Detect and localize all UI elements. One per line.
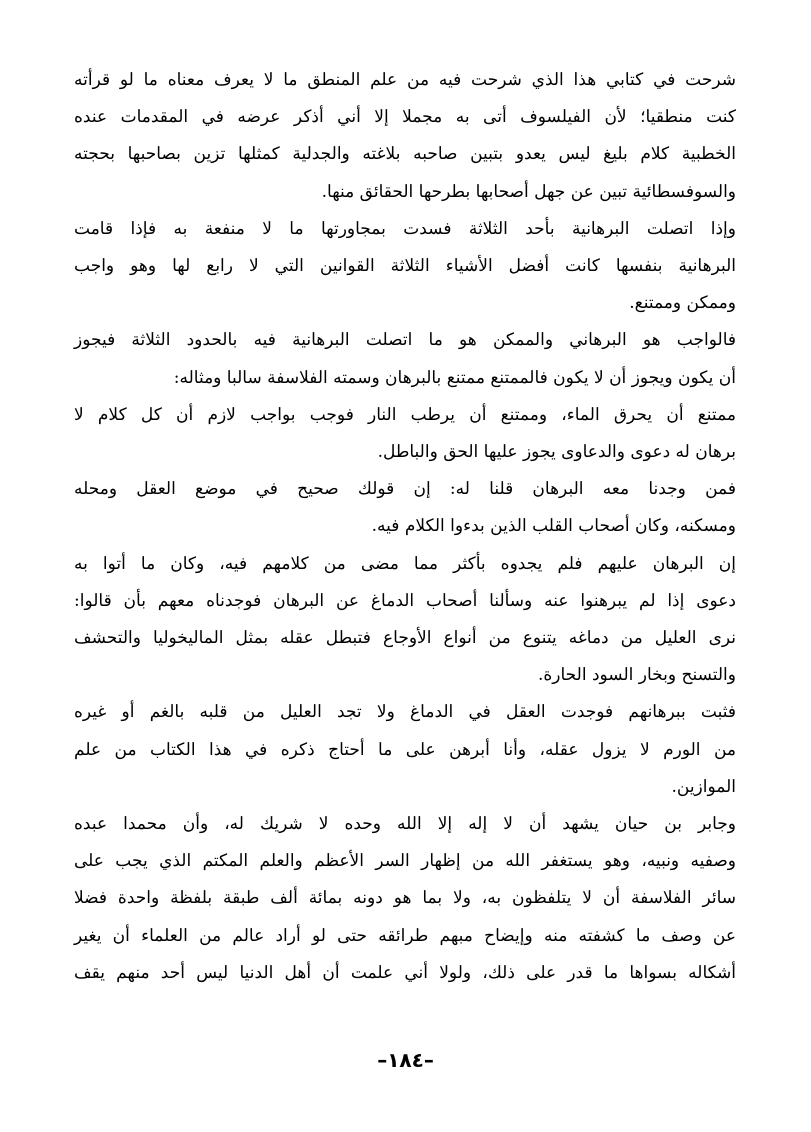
- text-line: كنت منطقيا؛ لأن الفيلسوف أتى به مجملا إلا أني أذكر عرضه في المقدمات عنده: [74, 107, 736, 128]
- text-line: أشكاله بسواها ما قدر على ذلك، ولولا أني علمت أن أهل الدنيا ليس أحد منهم يقف: [74, 962, 736, 983]
- text-line: برهان له دعوى والدعاوى يجوز عليها الحق والباطل.: [377, 442, 736, 463]
- text-line: ومسكنه، وكان أصحاب القلب الذين بدءوا الكلام فيه.: [371, 516, 736, 537]
- text-line: فالواجب هو البرهاني والممكن هو ما اتصلت البرهانية فيه بالحدود الثلاثة فيجوز: [74, 330, 736, 351]
- paragraph-4: [74, 397, 736, 471]
- text-line: إن البرهان عليهم فلم يجدوه بأكثر مما مضى من كلامهم فيه، وكان ما أتوا به: [74, 553, 736, 574]
- text-line: شرحت في كتابي هذا الذي شرحت فيه من علم المنطق ما لا يعرف معناه ما لو قرأته: [74, 70, 736, 90]
- text-line: وممكن وممتنع.: [629, 293, 736, 314]
- paragraph-6: [74, 546, 736, 695]
- text-line: دعوى إذا لم يبرهنوا عنه وسألنا أصحاب الدماغ عن البرهان فوجدناه معهم بأن قالوا:: [74, 590, 736, 611]
- text-line: وإذا اتصلت البرهانية بأحد الثلاثة فسدت بمجاورتها ما لا منفعة به فإذا قامت: [74, 218, 736, 239]
- text-line: وصفيه ونبيه، وهو يستغفر الله من إظهار السر الأعظم والعلم المكتم الذي يجب على: [74, 851, 736, 872]
- text-line: عن وصف ما كشفته منه وإيضاح مبهم طرائقه حتى لو أراد عالم من العلماء أن يغير: [74, 925, 736, 946]
- document-page: [74, 62, 736, 992]
- text-line: وجابر بن حيان يشهد أن لا إله إلا الله وحده لا شريك له، وأن محمدا عبده: [74, 814, 736, 835]
- text-line: سائر الفلاسفة أن لا يتلفظون به، ولا بما هو دونه بمائة ألف طبقة بلفظة واحدة فضلا: [74, 888, 736, 909]
- text-line: أن يكون ويجوز أن لا يكون فالممتنع ممتنع بالبرهان وسمته الفلاسفة سالبا ومثاله:: [173, 367, 736, 388]
- text-line: نرى العليل من دماغه يتنوع من أنواع الأوجاع فتبطل عقله بمثل الماليخوليا والتحشف: [74, 628, 736, 649]
- paragraph-8: [74, 806, 736, 992]
- text-line: الموازين.: [671, 776, 736, 797]
- text-line: والتسنح وبخار السود الحارة.: [537, 665, 736, 686]
- paragraph-2: [74, 211, 736, 323]
- text-line: فمن وجدنا معه البرهان قلنا له: إن قولك صحيح في موضع العقل ومحله: [74, 479, 736, 500]
- text-line: الخطبية كلام بليغ ليس يعدو بتبين صاحبه بلاغته والجدلية كمثلها تزين بصاحبها بحجته: [74, 144, 736, 165]
- paragraph-3: [74, 322, 736, 396]
- text-line: ممتنع أن يحرق الماء، وممتنع أن يرطب النار فوجب بواجب لازم أن كل كلام لا: [74, 404, 736, 425]
- text-line: فثبت ببرهانهم فوجدت العقل في الدماغ ولا تجد العليل من قلبه بالغم أو غيره: [74, 702, 736, 723]
- paragraph-5: [74, 471, 736, 545]
- paragraph-7: [74, 694, 736, 806]
- text-line: من الورم لا يزول عقله، وأنا أبرهن على ما أحتاج ذكره في هذا الكتاب من علم: [74, 739, 736, 760]
- page-number: –١٨٤–: [377, 1048, 434, 1072]
- paragraph-1: [74, 62, 736, 211]
- text-line: والسوفسطائية تبين عن جهل أصحابها بطرحها الحقائق منها.: [321, 181, 736, 202]
- text-line: البرهانية بنفسها كانت أفضل الأشياء الثلاثة القوانين التي لا رابع لها وهو واجب: [74, 256, 736, 277]
